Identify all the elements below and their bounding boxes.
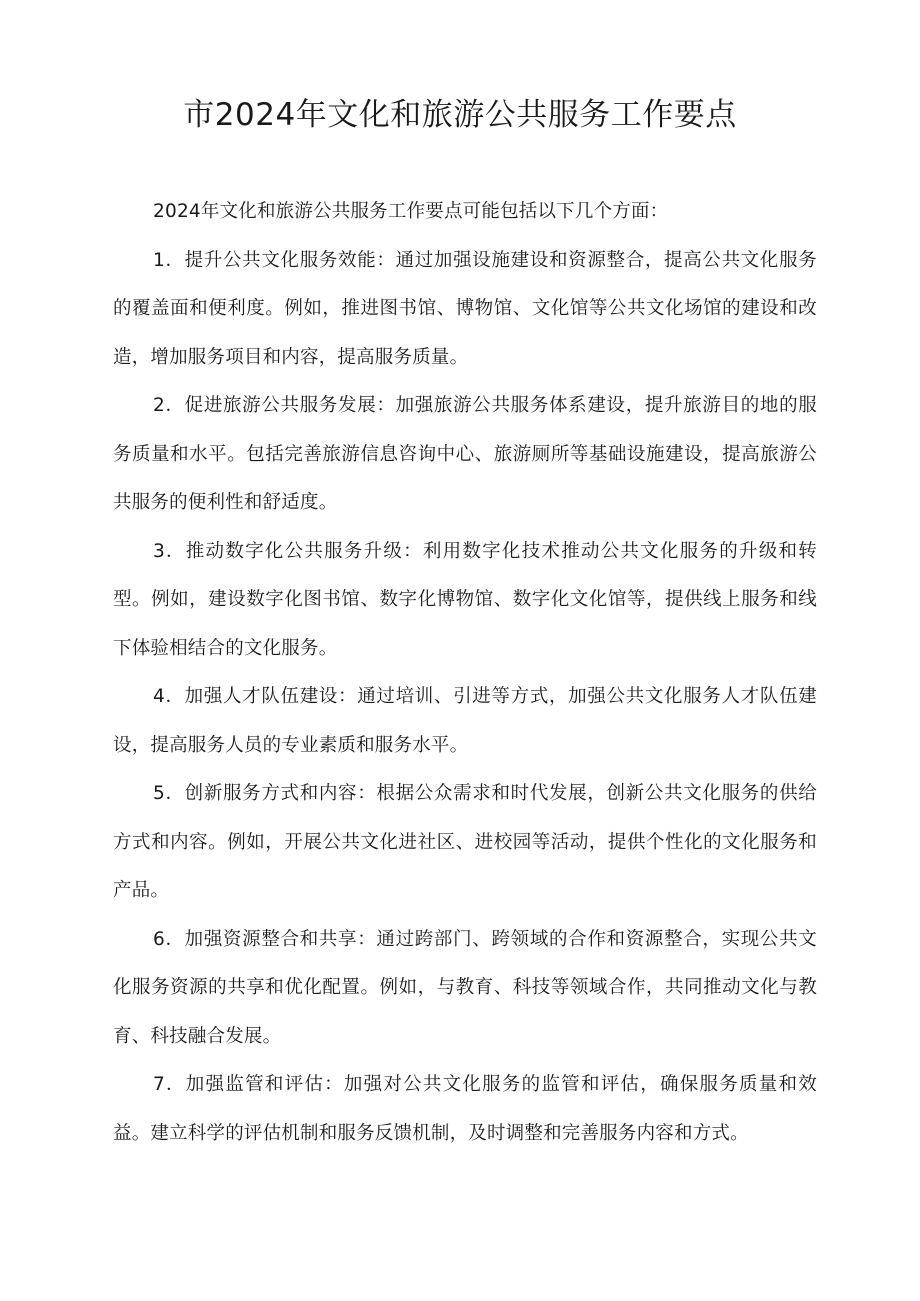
item-text: ．加强资源整合和共享：通过跨部门、跨领域的合作和资源整合，实现公共文化服务资源的共享和优化配置。例如，与教育、科技等领域合作，共同推动文化与教育、科技融合发展。 — [113, 928, 817, 1047]
list-item — [113, 916, 817, 1062]
item-text: ．促进旅游公共服务发展：加强旅游公共服务体系建设，提升旅游目的地的服务质量和水平。包括完善旅游信息咨询中心、旅游厕所等基础设施建设，提高旅游公共服务的便利性和舒适度。 — [113, 395, 817, 513]
list-item — [113, 770, 817, 916]
list-item — [113, 382, 817, 528]
item-number: 3 — [153, 540, 165, 562]
item-number: 6 — [153, 928, 165, 950]
item-text: ．加强监管和评估：加强对公共文化服务的监管和评估，确保服务质量和效益。建立科学的评估机制和服务反馈机制，及时调整和完善服务内容和方式。 — [113, 1074, 817, 1144]
item-number: 2 — [153, 395, 165, 416]
document-title: 市2024年文化和旅游公共服务工作要点 — [183, 97, 737, 133]
item-number: 4 — [153, 686, 165, 707]
item-number: 5 — [153, 783, 165, 804]
list-item — [113, 237, 817, 383]
item-text: ．推动数字化公共服务升级：利用数字化技术推动公共文化服务的升级和转型。例如，建设数字化图书馆、数字化博物馆、数字化文化馆等，提供线上服务和线下体验相结合的文化服务。 — [113, 540, 817, 659]
intro-paragraph: 2024年文化和旅游公共服务工作要点可能包括以下几个方面： — [153, 201, 669, 222]
document-body — [113, 188, 817, 1158]
item-text: ．加强人才队伍建设：通过培训、引进等方式，加强公共文化服务人才队伍建设，提高服务人员的专业素质和服务水平。 — [113, 686, 817, 756]
item-number: 1 — [153, 249, 165, 271]
list-item — [113, 673, 817, 770]
list-item — [113, 528, 817, 674]
item-number: 7 — [153, 1074, 165, 1095]
item-text: ．提升公共文化服务效能：通过加强设施建设和资源整合，提高公共文化服务的覆盖面和便利度。例如，推进图书馆、博物馆、文化馆等公共文化场馆的建设和改造，增加服务项目和内容，提高服务质量。 — [113, 249, 817, 368]
list-item — [113, 1061, 817, 1158]
item-text: ．创新服务方式和内容：根据公众需求和时代发展，创新公共文化服务的供给方式和内容。例如，开展公共文化进社区、进校园等活动，提供个性化的文化服务和产品。 — [113, 783, 817, 901]
